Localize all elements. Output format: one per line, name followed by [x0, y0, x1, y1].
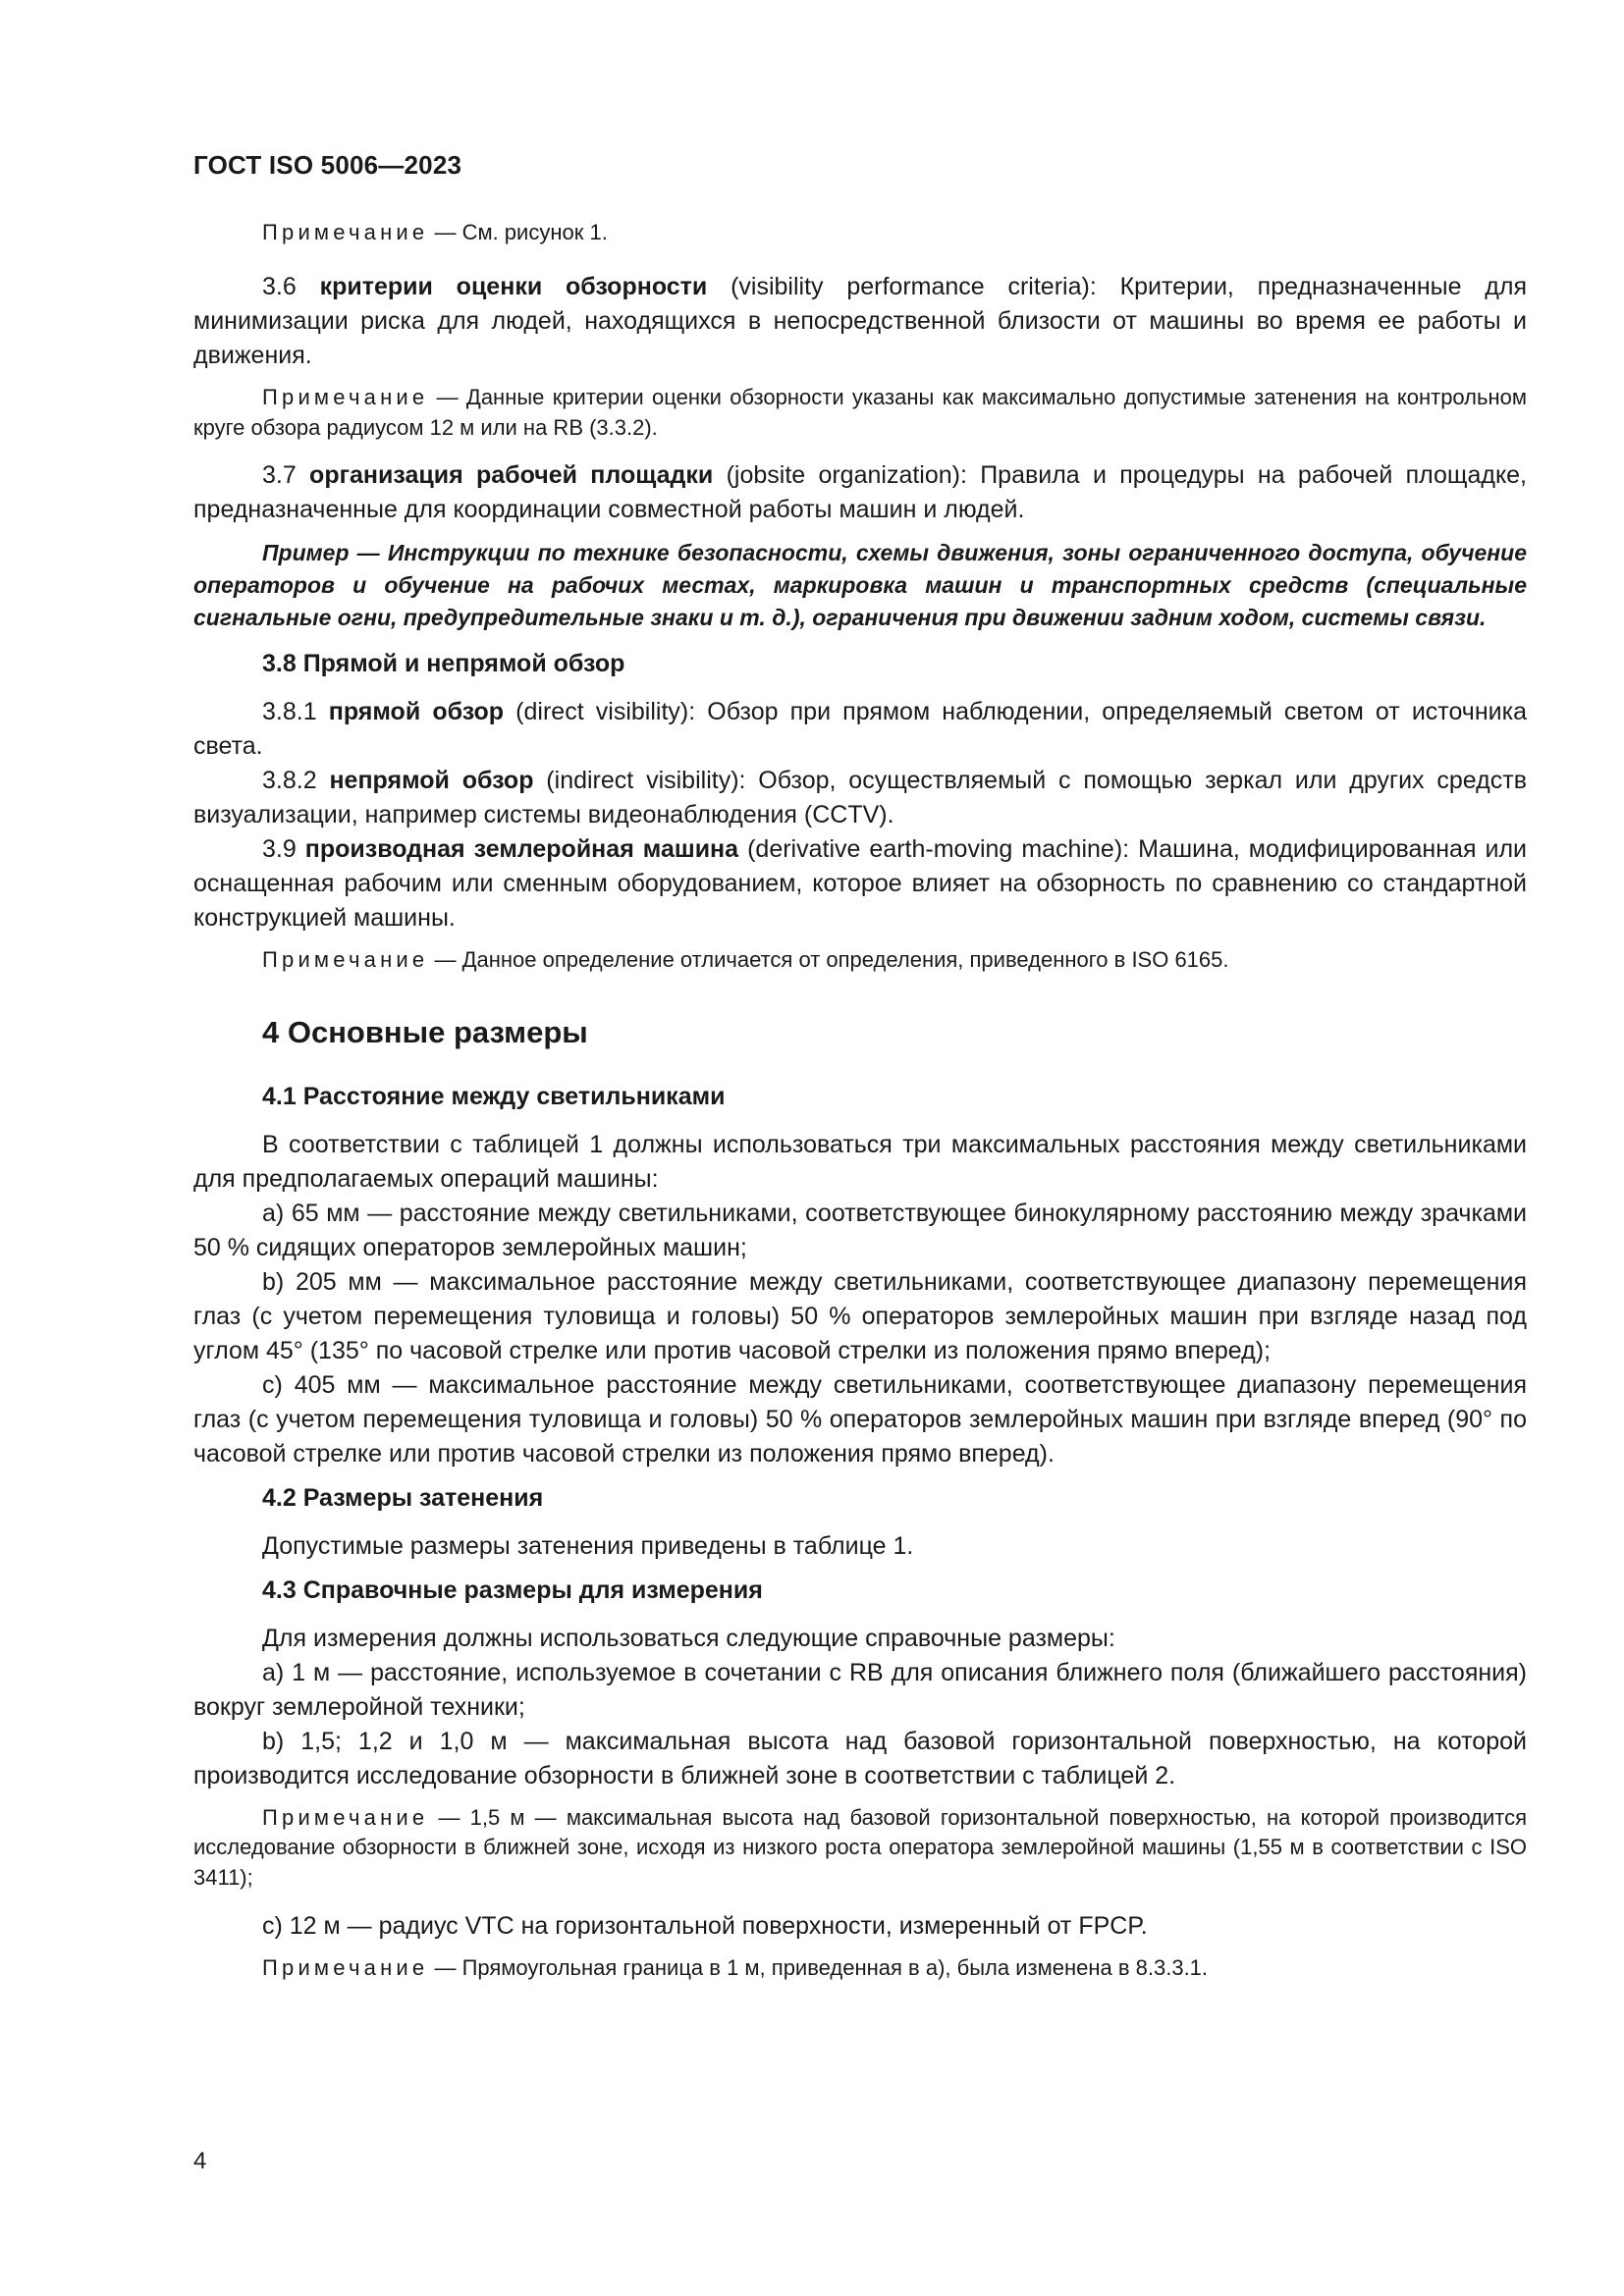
list-item-4-3-c: c) 12 м — радиус VTC на горизонтальной поверхности, измеренный от FPCP.	[262, 1911, 1148, 1940]
definition-3-7: 3.7 организация рабочей площадки (jobsite organization): Правила и процедуры на рабочей площадке, предназначенные для координации совместной работы машин и людей.	[193, 461, 1528, 524]
note-label: Примечание	[262, 384, 429, 409]
paragraph-4-3-intro: Для измерения должны использоваться следующие справочные размеры:	[262, 1624, 1115, 1652]
note-label: Примечание	[262, 1954, 429, 1980]
example-jobsite: Пример — Инструкции по технике безопасности, схемы движения, зоны ограниченного доступа, обучение операторов и обучение на рабочих местах, маркировка машин и транспортных средств (специальные сигнальные огни, предупредительные знаки и т. д.), ограничения при движении задним ходом, системы связи.	[193, 540, 1527, 630]
subsection-3-8-heading: 3.8 Прямой и непрямой обзор	[262, 650, 625, 678]
term: производная землеройная машина	[304, 835, 739, 864]
note-criteria: Примечание — Данные критерии оценки обзорности указаны как максимально допустимые затенения на контрольном круге обзора радиусом 12 м или на RB (3.3.2).	[193, 384, 1527, 440]
subsection-4-2-heading: 4.2 Размеры затенения	[262, 1483, 544, 1512]
note-see-figure: Примечание — См. рисунок 1.	[262, 220, 608, 244]
definition-3-8-2: 3.8.2 непрямой обзор (indirect visibility): Обзор, осуществляемый с помощью зеркал или других средств визуализации, например системы видеонаблюдения (CCTV).	[193, 767, 1527, 829]
term: критерии оценки обзорности	[319, 272, 708, 300]
section-4-heading: 4 Основные размеры	[262, 1015, 588, 1050]
list-item-4-3-b: b) 1,5; 1,2 и 1,0 м — максимальная высота над базовой горизонтальной поверхностью, на которой производится исследование обзорности в ближней зоне в соответствии с таблицей 2.	[193, 1727, 1527, 1789]
note-label: Примечание	[262, 1804, 429, 1830]
note-label: Примечание	[262, 220, 429, 244]
list-item-4-3-a: a) 1 м — расстояние, используемое в сочетании с RB для описания ближнего поля (ближайшего расстояния) вокруг землеройной техники;	[193, 1658, 1527, 1721]
subsection-4-1-heading: 4.1 Расстояние между светильниками	[262, 1082, 726, 1110]
note-height: Примечание — 1,5 м — максимальная высота над базовой горизонтальной поверхностью, на которой производится исследование обзорности в ближней зоне, исходя из низкого роста оператора землеройной машины (1,55 м в соответствии с ISO 3411);	[193, 1804, 1527, 1891]
list-item-4-1-a: a) 65 мм — расстояние между светильниками, соответствующее бинокулярному расстоянию между зрачками 50 % сидящих операторов землеройных машин;	[193, 1199, 1527, 1261]
definition-3-9: 3.9 производная землеройная машина (derivative earth-moving machine): Машина, модифицированная или оснащенная рабочим или сменным оборудованием, которое влияет на обзорность по сравнению со стандартной конструкцией машины.	[193, 835, 1528, 933]
term: непрямой обзор	[329, 767, 534, 795]
subsection-4-3-heading: 4.3 Справочные размеры для измерения	[262, 1575, 763, 1604]
list-item-4-1-b: b) 205 мм — максимальное расстояние между светильниками, соответствующее диапазону перемещения глаз (с учетом перемещения туловища и головы) 50 % операторов землеройных машин при взгляде назад под углом 45° (135° по часовой стрелке или против часовой стрелки из положения прямо вперед);	[193, 1267, 1527, 1364]
list-item-4-1-c: c) 405 мм — максимальное расстояние между светильниками, соответствующее диапазону перемещения глаз (с учетом перемещения туловища и головы) 50 % операторов землеройных машин при взгляде вперед (90° по часовой стрелке или против часовой стрелки из положения прямо вперед).	[193, 1370, 1527, 1468]
term: прямой обзор	[328, 698, 505, 726]
definition-3-6: 3.6 критерии оценки обзорности (visibility performance criteria): Критерии, предназначенные для минимизации риска для людей, находящихся в непосредственной близости от машины во время ее работы и движения.	[193, 272, 1528, 369]
standard-header: ГОСТ ISO 5006—2023	[193, 150, 462, 180]
term: организация рабочей площадки	[309, 461, 714, 490]
note-definition-difference: Примечание — Данное определение отличается от определения, приведенного в ISO 6165.	[262, 947, 1229, 973]
page-content	[193, 218, 1527, 2000]
paragraph-4-1-intro: В соответствии с таблицей 1 должны использоваться три максимальных расстояния между светильниками для предполагаемых операций машины:	[193, 1130, 1527, 1193]
paragraph-4-2: Допустимые размеры затенения приведены в таблице 1.	[262, 1531, 914, 1560]
note-boundary: Примечание — Прямоугольная граница в 1 м, приведенная в a), была изменена в 8.3.3.1.	[262, 1954, 1209, 1980]
page-number: 4	[193, 2148, 207, 2174]
definition-3-8-1: 3.8.1 прямой обзор (direct visibility): Обзор при прямом наблюдении, определяемый светом от источника света.	[193, 698, 1527, 761]
note-label: Примечание	[262, 947, 429, 973]
